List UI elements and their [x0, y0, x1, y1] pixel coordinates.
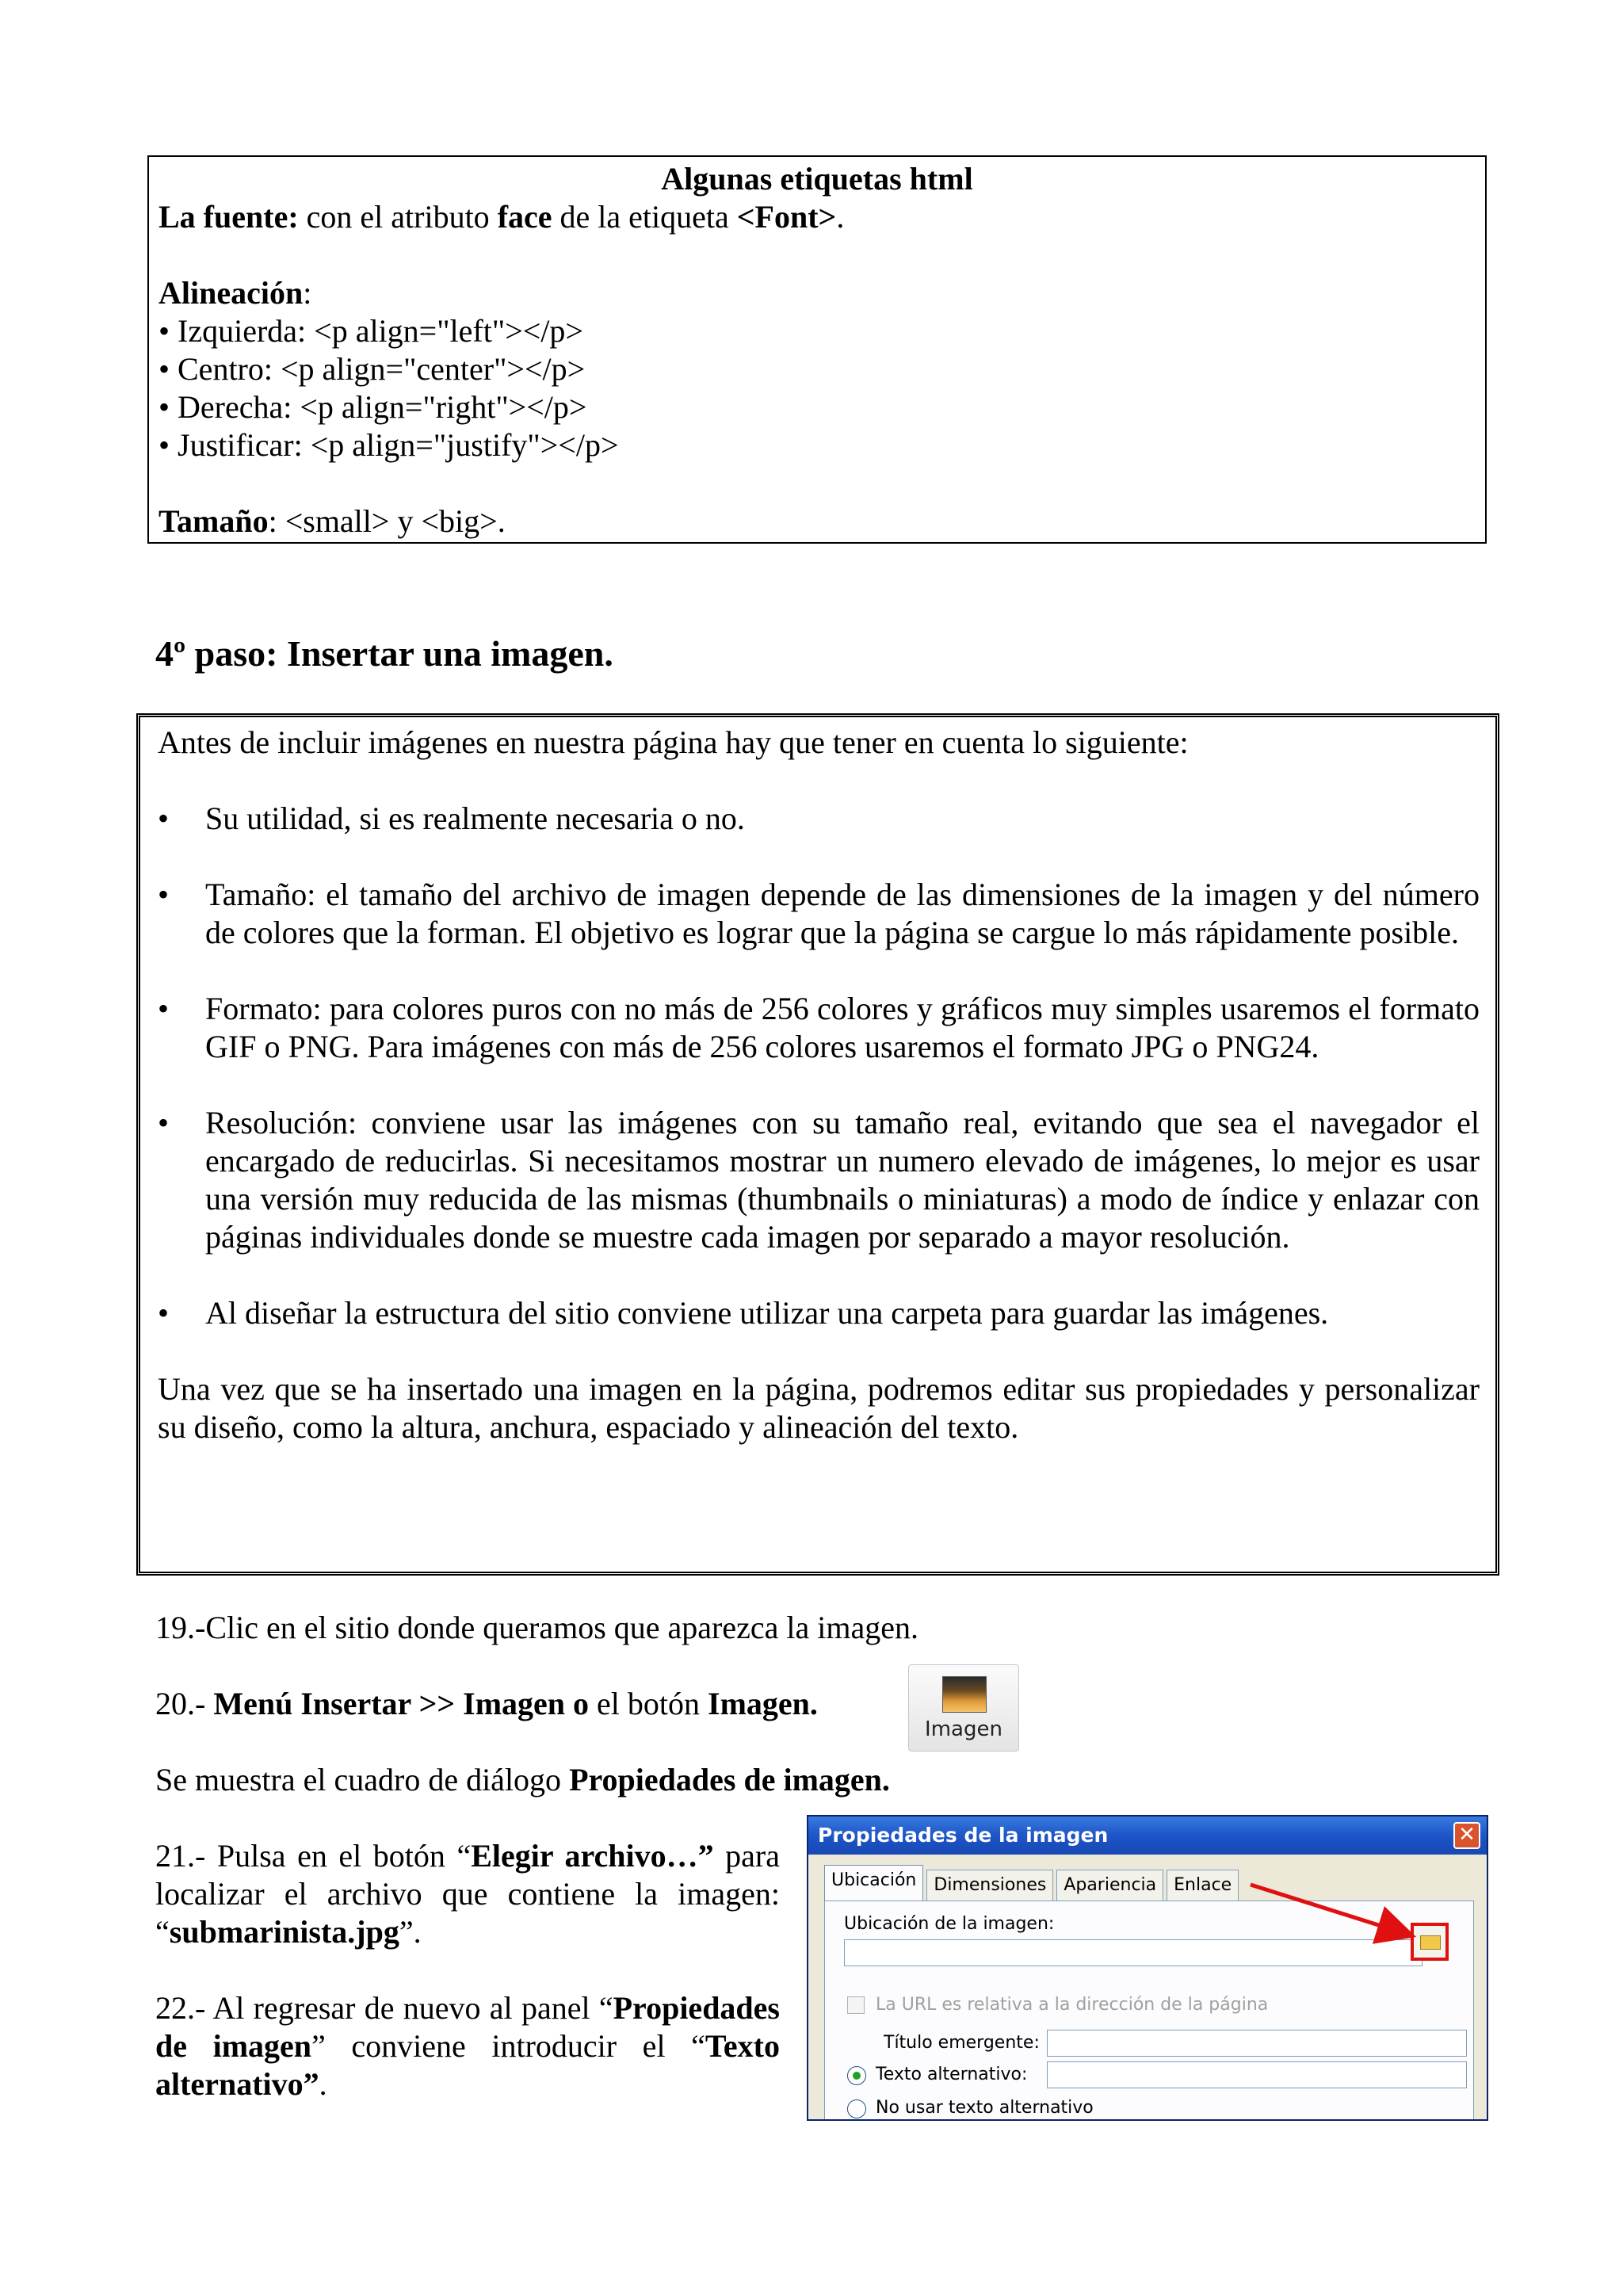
tab-appearance[interactable]: Apariencia: [1056, 1870, 1163, 1901]
step-21: [155, 1837, 780, 1951]
step-21-file: submarinista.jpg: [169, 1914, 399, 1950]
dialog-title: Propiedades de la imagen: [808, 1817, 1487, 1855]
list-item: [158, 800, 1480, 838]
align-item: • Centro: <p align="center"></p>: [158, 351, 586, 387]
tab-panel: [824, 1901, 1474, 2121]
step-heading: 4º paso: Insertar una imagen.: [155, 633, 613, 674]
font-text: con el atributo: [298, 199, 498, 235]
step-21-button: Elegir archivo…”: [471, 1838, 714, 1874]
bullet: •: [158, 800, 170, 836]
dialog-intro-text: Se muestra el cuadro de diálogo: [155, 1762, 570, 1797]
list-item-text: Al diseñar la estructura del sitio conviene utilizar una carpeta para guardar las imágenes.: [205, 1295, 1329, 1331]
location-label: Ubicación de la imagen:: [844, 1914, 1055, 1934]
tab-dimensions[interactable]: Dimensiones: [926, 1870, 1053, 1901]
list-item: [158, 876, 1480, 952]
align-item: • Izquierda: <p align="left"></p>: [158, 313, 583, 349]
step-22-text: ” conviene introducir el “: [311, 2028, 705, 2064]
step-22-text: .: [319, 2066, 327, 2102]
size-text: : <small> y <big>.: [268, 503, 506, 539]
step-21-text: ”.: [399, 1914, 422, 1950]
font-text: .: [836, 199, 845, 235]
dialog-tabs: [824, 1869, 1242, 1901]
step-20-button: Imagen.: [708, 1686, 818, 1721]
relative-url-label: La URL es relativa a la dirección de la página: [876, 1995, 1269, 2015]
step-22-text: 22.- Al regresar de nuevo al panel “: [155, 1990, 613, 2026]
bullet: •: [158, 877, 170, 912]
location-input[interactable]: [844, 1939, 1423, 1966]
html-tags-box: [147, 155, 1487, 544]
no-alt-text-label: No usar texto alternativo: [876, 2098, 1094, 2118]
dialog-intro: [155, 1761, 890, 1799]
step-21-text: 21.- Pulsa en el botón “: [155, 1838, 472, 1874]
image-properties-dialog: [807, 1815, 1488, 2121]
align-label: Alineación: [158, 275, 304, 311]
close-icon[interactable]: ✕: [1453, 1822, 1480, 1849]
folder-icon: [1420, 1935, 1441, 1950]
font-label: La fuente:: [158, 199, 299, 235]
step-22: [155, 1989, 780, 2103]
alt-text-input[interactable]: [1047, 2061, 1467, 2088]
step-19: 19.-Clic en el sitio donde queramos que aparezca la imagen.: [155, 1610, 918, 1645]
image-button-label: Imagen: [925, 1717, 1002, 1741]
step-20-menu: Menú Insertar >> Imagen o: [213, 1686, 590, 1721]
intro-text: Antes de incluir imágenes en nuestra página hay que tener en cuenta lo siguiente:: [158, 724, 1189, 760]
align-heading: [158, 274, 1476, 312]
align-item: • Derecha: <p align="right"></p>: [158, 389, 587, 425]
image-toolbar-button[interactable]: [908, 1664, 1019, 1752]
align-colon: :: [303, 275, 312, 311]
step-20-mid: el botón: [589, 1686, 708, 1721]
bullet: •: [158, 991, 170, 1026]
step-22-panel: Propiedades de imagen: [155, 1990, 780, 2064]
tab-link[interactable]: Enlace: [1167, 1870, 1239, 1901]
bullet: •: [158, 1105, 170, 1140]
list-item: [158, 990, 1480, 1066]
tooltip-input[interactable]: [1047, 2030, 1467, 2057]
step-22-field: Texto alternativo”: [155, 2028, 780, 2102]
font-text: de la etiqueta: [552, 199, 737, 235]
box-title: Algunas etiquetas html: [661, 161, 973, 197]
list-item-text: Formato: para colores puros con no más de 256 colores y gráficos muy simples usaremos el formato GIF o PNG. Para imágenes con más de 256 colores usaremos el formato JPG o PNG24.: [205, 991, 1480, 1064]
list-item-text: Tamaño: el tamaño del archivo de imagen depende de las dimensiones de la imagen y del número de colores que la forman. El objetivo es lograr que la página se cargue lo más rápidamente posible.: [205, 877, 1480, 950]
list-item-text: Resolución: conviene usar las imágenes con su tamaño real, evitando que sea el navegador el encargado de reducirlas. Si necesitamos mostrar un numero elevado de imágenes, lo mejor es usar una versión muy reducida de las mismas (thumbnails o miniaturas) a modo de índice y enlazar con páginas individuales donde se muestre cada imagen por separado a mayor resolución.: [205, 1105, 1480, 1255]
align-item: • Justificar: <p align="justify"></p>: [158, 427, 619, 463]
list-item-text: Su utilidad, si es realmente necesaria o no.: [205, 800, 745, 836]
outro-text: Una vez que se ha insertado una imagen en la página, podremos editar sus propiedades y personalizar su diseño, como la altura, anchura, espaciado y alineación del texto.: [158, 1371, 1480, 1445]
step-20-prefix: 20.-: [155, 1686, 214, 1721]
relative-url-checkbox[interactable]: [847, 1996, 865, 2014]
size-line: [158, 502, 1476, 541]
alt-text-label: Texto alternativo:: [876, 2065, 1028, 2084]
step-20: [155, 1685, 818, 1723]
dialog-intro-name: Propiedades de imagen.: [569, 1762, 890, 1797]
choose-file-button[interactable]: [1411, 1923, 1449, 1961]
size-label: Tamaño: [158, 503, 269, 539]
font-line: [158, 198, 1476, 236]
no-alt-text-radio[interactable]: [847, 2099, 866, 2118]
alt-text-radio[interactable]: [847, 2066, 866, 2085]
image-tips-box: [136, 713, 1499, 1576]
tooltip-label: Título emergente:: [884, 2033, 1040, 2053]
list-item: [158, 1294, 1480, 1332]
image-icon: [942, 1676, 987, 1713]
tab-location[interactable]: Ubicación: [824, 1865, 923, 1901]
bullet: •: [158, 1295, 170, 1331]
font-tag: <Font>: [736, 199, 837, 235]
font-attr: face: [497, 199, 552, 235]
step-21-text: para localizar el archivo que contiene la imagen: “: [155, 1838, 780, 1950]
list-item: [158, 1104, 1480, 1256]
